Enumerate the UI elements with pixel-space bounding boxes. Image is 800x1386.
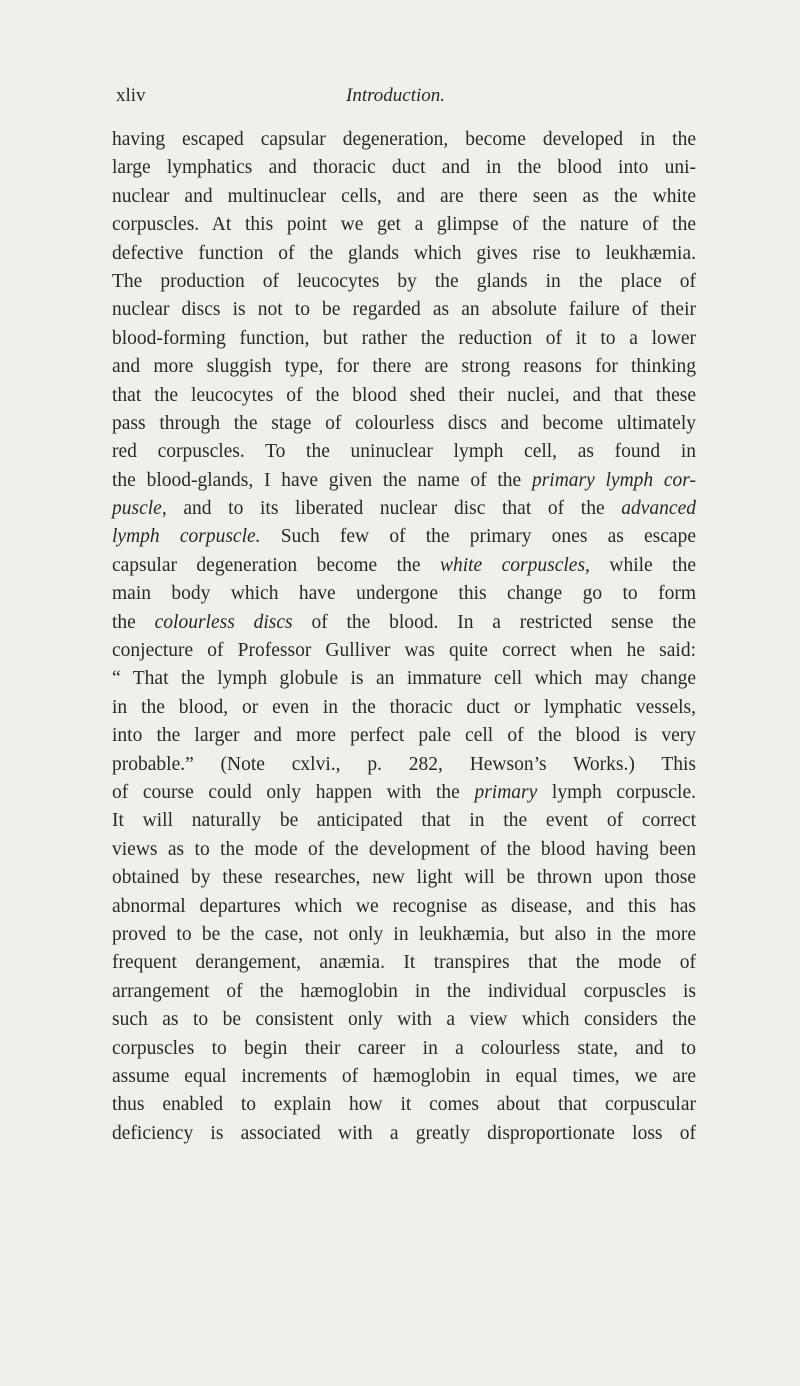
text-line (112, 893, 696, 921)
text-line (112, 552, 696, 580)
text-segment: the (112, 611, 155, 633)
text-line (112, 410, 696, 438)
text-line (112, 694, 696, 722)
text-line (112, 921, 696, 949)
text-segment: into the larger and more perfect pale cell of the blood is very (112, 725, 696, 747)
text-segment: and more sluggish type, for there are strong reasons for thinking (112, 356, 696, 378)
text-line (112, 1091, 696, 1119)
text-line (112, 722, 696, 750)
text-segment: nuclear and multinuclear cells, and are there seen as the white (112, 185, 696, 207)
italic-text: primary (474, 781, 538, 803)
text-line (112, 779, 696, 807)
text-segment: deficiency is associated with a greatly disproportionate loss of (112, 1122, 696, 1144)
text-segment: It will naturally be anticipated that in the event of correct (112, 810, 696, 832)
italic-text: colourless discs (154, 611, 293, 633)
text-line (112, 609, 696, 637)
italic-text: puscle, (112, 498, 167, 520)
text-line (112, 1035, 696, 1063)
text-segment: red corpuscles. To the uninuclear lymph cell, as found in (112, 441, 696, 463)
text-segment: abnormal departures which we recognise as disease, and this has (112, 895, 696, 917)
text-line (112, 268, 696, 296)
text-line (112, 665, 696, 693)
text-line (112, 1063, 696, 1091)
text-line (112, 1120, 696, 1148)
text-segment: and to its liberated nuclear disc that of the (166, 498, 622, 520)
text-segment: of the blood. In a restricted sense the (292, 611, 696, 633)
text-segment: having escaped capsular degeneration, become developed in the (112, 129, 696, 150)
text-segment: nuclear discs is not to be regarded as an absolute failure of their (112, 299, 696, 321)
text-line (112, 211, 696, 239)
text-line (112, 126, 696, 154)
text-segment: while the (589, 554, 696, 576)
text-segment: main body which have undergone this change go to form (112, 583, 696, 605)
italic-text: white corpuscles, (439, 554, 590, 576)
text-line (112, 296, 696, 324)
text-segment: pass through the stage of colourless discs and become ultimately (112, 412, 696, 434)
text-line (112, 495, 696, 523)
text-line (112, 240, 696, 268)
text-segment: in the blood, or even in the thoracic duct or lymphatic vessels, (112, 696, 696, 718)
running-head (116, 85, 756, 111)
text-segment: probable.” (Note cxlvi., p. 282, Hewson’s Works.) This (112, 753, 696, 775)
text-segment: corpuscles. At this point we get a glimpse of the nature of the (112, 214, 696, 236)
text-line (112, 1006, 696, 1034)
text-segment: large lymphatics and thoracic duct and in the blood into uni- (112, 157, 696, 179)
text-line (112, 353, 696, 381)
text-line (112, 949, 696, 977)
text-segment: frequent derangement, anæmia. It transpires that the mode of (112, 952, 696, 974)
text-segment: proved to be the case, not only in leukhæmia, but also in the more (112, 923, 696, 945)
text-segment: corpuscles to begin their career in a colourless state, and to (112, 1037, 696, 1059)
text-segment: thus enabled to explain how it comes about that corpuscular (112, 1094, 696, 1116)
text-segment: the blood-glands, I have given the name of the (112, 469, 532, 491)
text-segment: “ That the lymph globule is an immature cell which may change (112, 668, 696, 690)
text-segment: views as to the mode of the development of the blood having been (112, 838, 696, 860)
page-number: xliv (116, 85, 146, 106)
text-segment: arrangement of the hæmoglobin in the individual corpuscles is (112, 980, 696, 1002)
text-line (112, 807, 696, 835)
text-line (112, 154, 696, 182)
text-line (112, 751, 696, 779)
italic-text: primary lymph cor- (531, 469, 697, 491)
text-segment: of course could only happen with the (112, 781, 475, 803)
text-segment: such as to be consistent only with a view which considers the (112, 1009, 696, 1031)
text-line (112, 523, 696, 551)
text-segment: capsular degeneration become the (112, 554, 440, 576)
text-line (112, 325, 696, 353)
text-line (112, 580, 696, 608)
text-line (112, 467, 696, 495)
italic-text: advanced (621, 498, 696, 520)
text-segment: The production of leucocytes by the glands in the place of (112, 270, 696, 292)
text-segment: defective function of the glands which gives rise to leukhæmia. (112, 242, 696, 264)
text-segment: conjecture of Professor Gulliver was quite correct when he said: (112, 640, 696, 662)
text-segment: that the leucocytes of the blood shed their nuclei, and that these (112, 384, 696, 406)
text-line (112, 438, 696, 466)
running-title: Introduction. (346, 85, 446, 106)
text-segment: blood-forming function, but rather the reduction of it to a lower (112, 327, 696, 349)
text-line (112, 836, 696, 864)
text-line (112, 382, 696, 410)
text-line (112, 864, 696, 892)
text-segment: obtained by these researches, new light will be thrown upon those (112, 867, 696, 889)
text-line (112, 183, 696, 211)
text-segment: assume equal increments of hæmoglobin in equal times, we are (112, 1065, 696, 1087)
italic-text: lymph corpuscle. (112, 526, 261, 548)
text-line (112, 637, 696, 665)
text-line (112, 978, 696, 1006)
text-segment: Such few of the primary ones as escape (260, 526, 696, 548)
body-text (112, 126, 696, 1148)
text-segment: lymph corpuscle. (537, 781, 696, 803)
